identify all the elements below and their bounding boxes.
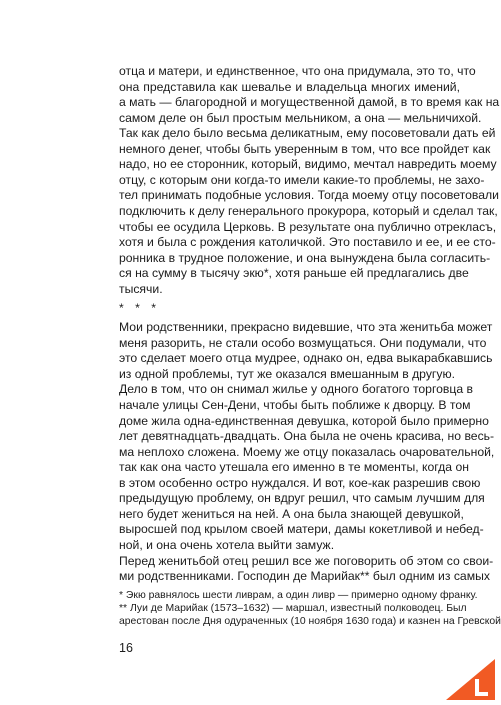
footnote-line: ** Луи де Марийак (1573–1632) — маршал, известный полководец. Был: [119, 602, 467, 614]
text-line: предыдущую проблему, он вдруг решил, что самым лучшим для: [119, 491, 485, 506]
text-line: Так как дело было весьма деликатным, ему посоветовали дать ей: [119, 126, 496, 141]
text-line: самом деле он был простым мельником, а она — мельничихой.: [119, 110, 482, 125]
section-separator: * * *: [119, 300, 161, 315]
text-line: Дело в том, что он снимал жилье у одного богатого торговца в: [119, 382, 474, 397]
text-line: него будет жениться на ней. А она была знающей девушкой,: [119, 506, 464, 521]
text-line: ми родственниками. Господин де Марийак** был одним из самых: [119, 569, 490, 584]
text-line: в этом особенно остро нуждался. И вот, кое-как разрешив свою: [119, 475, 481, 490]
text-line: немного денег, чтобы быть уверенным в том, что все пройдет как: [119, 141, 491, 156]
text-line: надо, но ее сторонник, который, видимо, мечтал навредить моему: [119, 157, 497, 172]
footnote-line: * Экю равнялось шести ливрам, а один ливр — примерно одному франку.: [119, 590, 478, 602]
text-line: меня разорить, не стали особо возмущаться. Они подумали, что: [119, 335, 487, 350]
text-line: Мои родственники, прекрасно видевшие, что эта женитьба может: [119, 320, 493, 335]
text-line: выросшей под крылом своей матери, дамы кокетливой и небед-: [119, 522, 484, 537]
text-line: из одной проблемы, тут же оказался вмешанным в другую.: [119, 366, 455, 381]
text-line: тел принимать подобные условия. Тогда моему отцу посоветовали: [119, 188, 499, 203]
text-line: хотя и была с рождения католичкой. Это поставило и ее, и ее сто-: [119, 235, 496, 250]
page-number: 16: [119, 641, 133, 656]
text-line: ной, и она очень хотела выйти замуж.: [119, 537, 335, 552]
text-line: а мать — благородной и могущественной дамой, в то время как на: [119, 95, 500, 110]
litres-logo-icon: [446, 659, 495, 700]
footnote-line: арестован после Дня одураченных (10 ноября 1630 года) и казнен на Гревской: [119, 615, 501, 627]
text-line: начале улицы Сен-Дени, чтобы быть поближе к дворцу. В том: [119, 397, 471, 412]
text-line: Перед женитьбой отец решил все же поговорить об этом со свои-: [119, 553, 494, 568]
text-line: она представила как шевалье и владельца многих имений,: [119, 79, 460, 94]
text-line: чтобы ее осудила Церковь. В результате она публично отрекласъ,: [119, 219, 497, 234]
text-line: отца и матери, и единственное, что она придумала, это то, что: [119, 64, 476, 78]
text-line: так как она часто утешала его именно в те моменты, когда он: [119, 460, 469, 475]
text-line: ма неплохо сложена. Моему же отцу показалась очаровательной,: [119, 444, 495, 459]
litres-logo-icon: [446, 659, 495, 700]
text-line: ся на сумму в тысячу экю*, хотя раньше ей предлагались две: [119, 266, 469, 281]
text-line: отцу, с которым они когда-то имели какие-то проблемы, не захо-: [119, 172, 485, 187]
text-line: подключить к делу генерального прокурора, который и сделал так,: [119, 203, 498, 218]
text-line: ронника в трудное положение, и она вынуждена была согласить-: [119, 250, 491, 265]
text-line: лет девятнадцать-двадцать. Она была не очень красива, но весь-: [119, 429, 495, 444]
text-line: тысячи.: [119, 281, 163, 296]
text-line: это сделает моего отца мудрее, однако он, едва выкарабкавшись: [119, 351, 493, 366]
text-line: доме жила одна-единственная девушка, которой было примерно: [119, 413, 489, 428]
